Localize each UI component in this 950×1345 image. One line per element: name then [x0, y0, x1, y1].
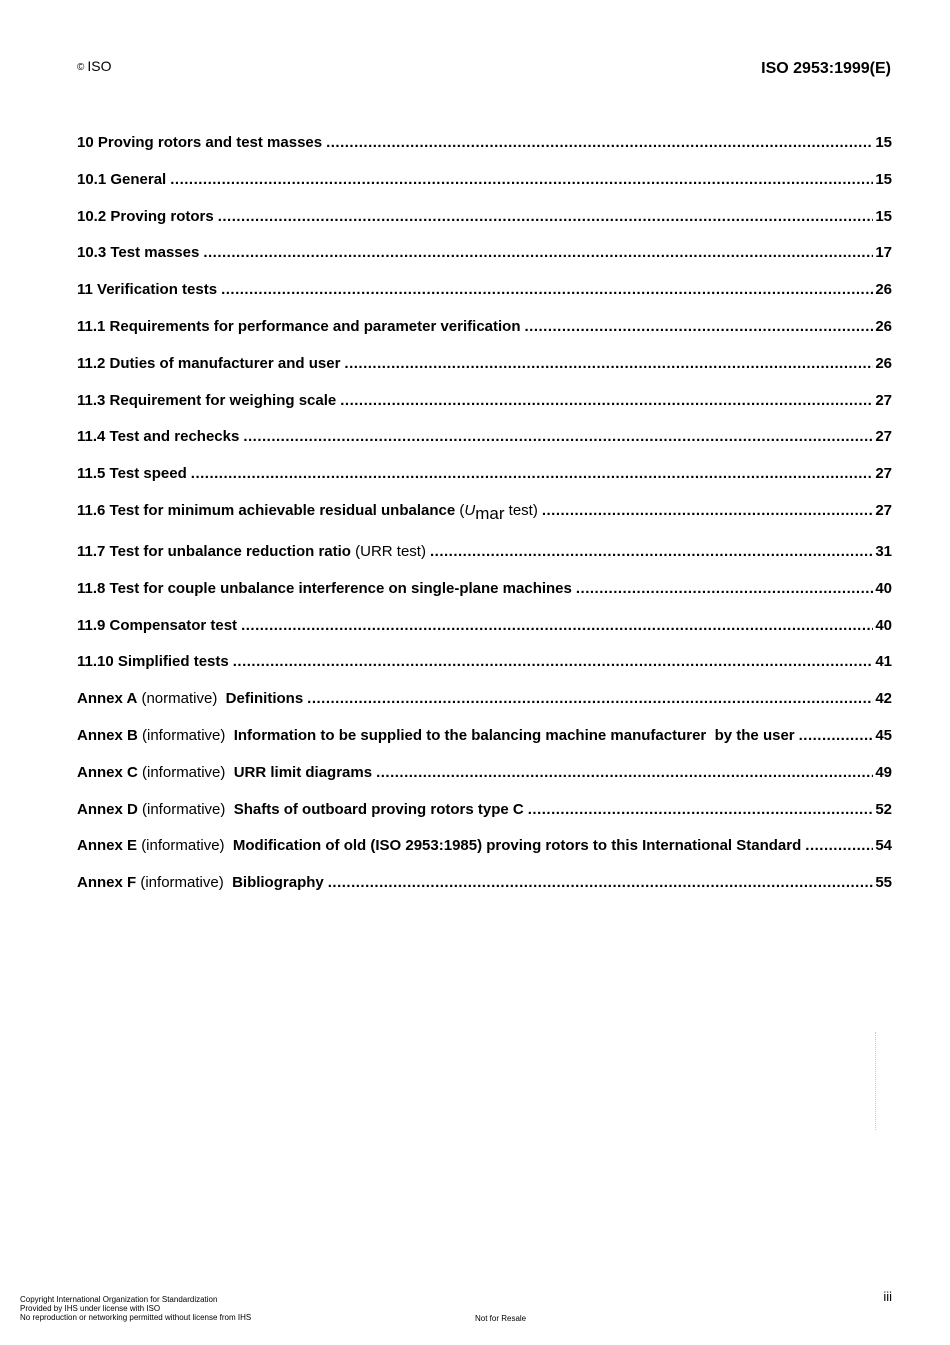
subscript-mar: mar	[475, 503, 505, 523]
footer-copyright-notice	[20, 1295, 251, 1322]
footer-line: Copyright International Organization for Standardization	[20, 1295, 218, 1304]
toc-entry[interactable]	[77, 353, 892, 390]
toc-page-number: 27	[875, 391, 892, 409]
toc-entry-title: Annex C (informative) URR limit diagrams	[77, 763, 373, 781]
toc-page-number: 27	[875, 465, 892, 483]
toc-entry-title: 11.7 Test for unbalance reduction ratio (URR test)	[77, 542, 426, 560]
toc-entry[interactable]	[77, 725, 892, 762]
toc-dot-leader	[340, 390, 873, 412]
toc-page-number: 52	[875, 800, 892, 818]
toc-entry-title: Annex A (normative) Definitions	[77, 690, 304, 708]
toc-page-number: 31	[875, 542, 892, 560]
toc-entry[interactable]	[77, 799, 892, 836]
toc-dot-leader	[218, 206, 874, 228]
toc-page-number: 40	[875, 579, 892, 597]
toc-entry-title: 10.1 General	[77, 170, 167, 188]
toc-dot-leader	[170, 169, 873, 191]
toc-entry-title: 10.2 Proving rotors	[77, 207, 214, 225]
toc-entry[interactable]	[77, 463, 892, 500]
header-org: ISO	[87, 58, 112, 74]
toc-dot-leader	[344, 353, 873, 375]
header-copyright	[77, 58, 112, 74]
footer-line: No reproduction or networking permitted without license from IHS	[20, 1313, 252, 1322]
toc-page-number: 40	[875, 616, 892, 634]
toc-entry-title: Annex E (informative) Modification of old (ISO 2953:1985) proving rotors to this International Standard	[77, 837, 802, 855]
toc-entry-title: 11.6 Test for minimum achievable residual unbalance (Umar test)	[77, 501, 538, 523]
toc-dot-leader	[191, 463, 874, 485]
toc-page-number: 26	[875, 317, 892, 335]
toc-entry[interactable]	[77, 541, 892, 578]
toc-entry-title: 11.5 Test speed	[77, 465, 187, 483]
toc-page-number: 27	[875, 501, 892, 519]
toc-entry[interactable]	[77, 390, 892, 427]
toc-entry[interactable]	[77, 500, 892, 541]
toc-entry-title: Annex F (informative) Bibliography	[77, 874, 324, 892]
toc-page-number: 15	[875, 207, 892, 225]
toc-page-number: 27	[875, 428, 892, 446]
toc-page-number: 45	[875, 726, 892, 744]
symbol-u: U	[464, 501, 476, 519]
toc-entry-title: 11.8 Test for couple unbalance interference on single-plane machines	[77, 579, 572, 597]
toc-entry[interactable]	[77, 688, 892, 725]
margin-dotted-mark	[875, 1032, 880, 1130]
toc-page-number: 41	[875, 653, 892, 671]
toc-dot-leader	[525, 316, 874, 338]
toc-page-number: 55	[875, 874, 892, 892]
toc-dot-leader	[233, 651, 874, 673]
toc-entry[interactable]	[77, 578, 892, 615]
toc-entry-title: 10 Proving rotors and test masses	[77, 134, 323, 151]
toc-dot-leader	[576, 578, 873, 600]
toc-page-number: 15	[875, 134, 892, 151]
copyright-symbol: ©	[77, 62, 85, 73]
toc-page-number: 15	[875, 170, 892, 188]
toc-entry-title: 11.2 Duties of manufacturer and user	[77, 354, 341, 372]
toc-entry-title: 11.10 Simplified tests	[77, 653, 229, 671]
table-of-contents	[77, 132, 892, 909]
toc-entry-title: Annex B (informative) Information to be supplied to the balancing machine manufacturer by the user	[77, 726, 795, 744]
toc-entry-title: 11 Verification tests	[77, 281, 218, 299]
toc-page-number: 54	[875, 837, 892, 855]
toc-dot-leader	[221, 279, 873, 301]
toc-entry[interactable]	[77, 316, 892, 353]
toc-dot-leader	[203, 242, 873, 264]
toc-dot-leader	[326, 132, 873, 154]
toc-dot-leader	[528, 799, 874, 821]
toc-page-number: 17	[875, 244, 892, 262]
toc-entry-title: 11.3 Requirement for weighing scale	[77, 391, 337, 409]
toc-dot-leader	[328, 872, 874, 894]
toc-page-number: 42	[875, 690, 892, 708]
toc-entry[interactable]	[77, 835, 892, 872]
toc-dot-leader	[243, 426, 873, 448]
toc-entry-title: 11.4 Test and rechecks	[77, 428, 240, 446]
toc-dot-leader	[542, 500, 873, 522]
toc-entry[interactable]	[77, 651, 892, 688]
toc-entry[interactable]	[77, 169, 892, 206]
toc-dot-leader	[307, 688, 873, 710]
not-for-resale-notice: Not for Resale	[475, 1314, 527, 1323]
toc-entry-title: Annex D (informative) Shafts of outboard proving rotors type C	[77, 800, 524, 818]
toc-dot-leader	[799, 725, 874, 747]
toc-entry[interactable]	[77, 426, 892, 463]
footer-line: Provided by IHS under license with ISO	[20, 1304, 161, 1313]
toc-dot-leader	[805, 835, 873, 857]
toc-entry[interactable]	[77, 762, 892, 799]
toc-page-number: 49	[875, 763, 892, 781]
toc-entry[interactable]	[77, 242, 892, 279]
page-number: iii	[883, 1289, 892, 1304]
toc-entry-title: 11.9 Compensator test	[77, 616, 238, 634]
toc-page-number: 26	[875, 281, 892, 299]
toc-entry[interactable]	[77, 132, 892, 169]
toc-entry[interactable]	[77, 279, 892, 316]
toc-entry[interactable]	[77, 206, 892, 243]
toc-dot-leader	[241, 615, 873, 637]
toc-page-number: 26	[875, 354, 892, 372]
toc-entry[interactable]	[77, 615, 892, 652]
toc-entry-title: 11.1 Requirements for performance and parameter verification	[77, 317, 521, 335]
header-standard-number: ISO 2953:1999(E)	[761, 60, 891, 77]
toc-dot-leader	[376, 762, 873, 784]
toc-entry[interactable]	[77, 872, 892, 909]
toc-dot-leader	[430, 541, 873, 563]
toc-entry-title: 10.3 Test masses	[77, 244, 200, 262]
